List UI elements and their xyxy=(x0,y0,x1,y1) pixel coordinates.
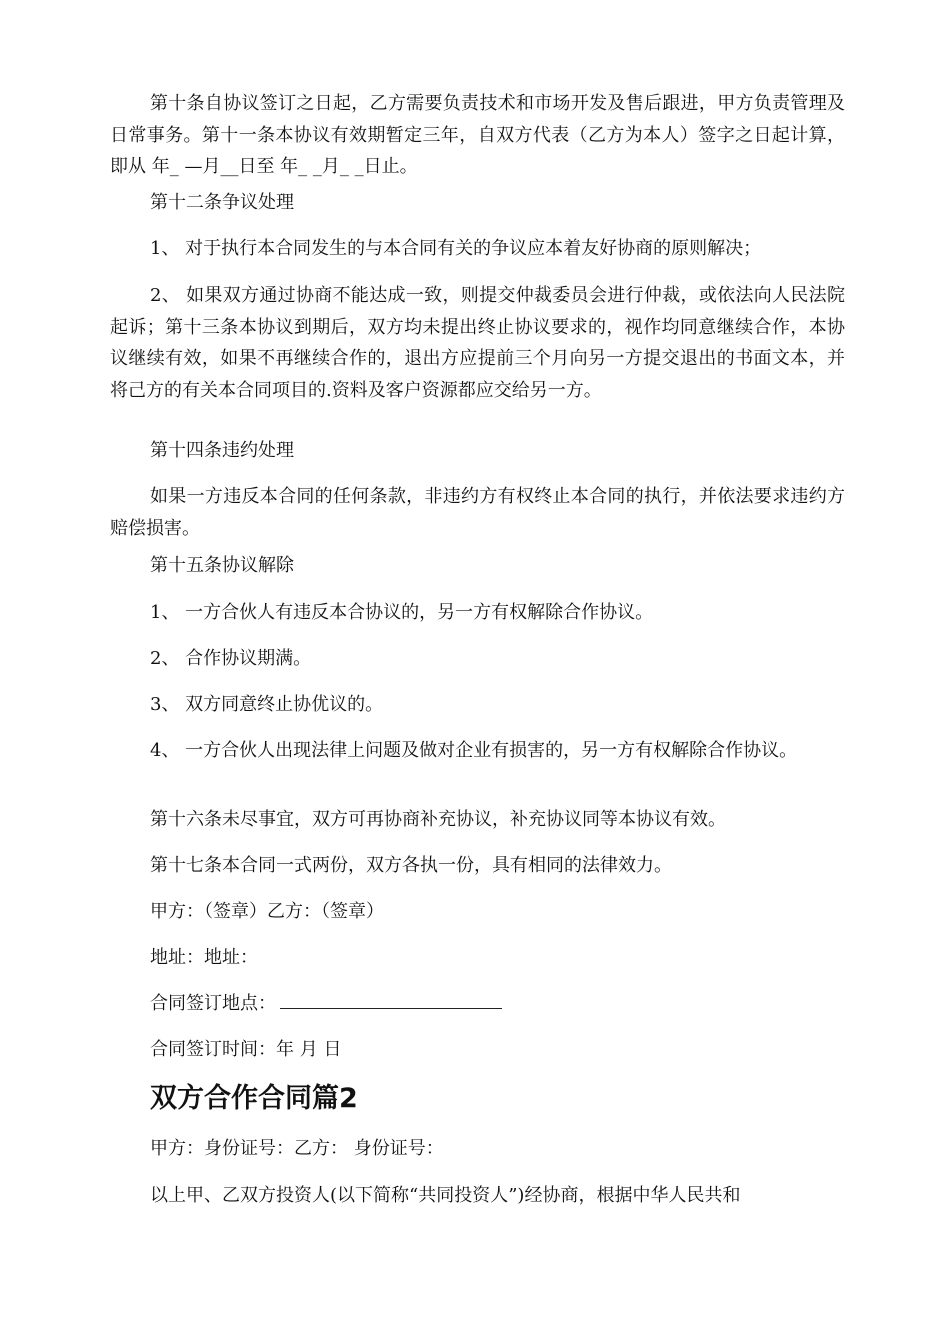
signing-place-blank xyxy=(280,990,502,1009)
paragraph-termination-2: 2、 合作协议期满。 xyxy=(150,648,312,669)
signing-place-label: 合同签订地点： xyxy=(150,993,276,1014)
paragraph-article-10-11: 第十条自协议签订之日起，乙方需要负责技术和市场开发及售后跟进，甲方负责管理及日常事务。第十一条本协议有效期暂定三年，自双方代表（乙方为本人）签字之日起计算，即从 年_ —月__日至 年_ _月_ _日止。 xyxy=(110,93,845,177)
paragraph-dispute-1: 1、 对于执行本合同发生的与本合同有关的争议应本着友好协商的原则解决； xyxy=(150,238,762,259)
paragraph-dispute-2: 2、 如果双方通过协商不能达成一致，则提交仲裁委员会进行仲裁，或依法向人民法院起诉；第十三条本协议到期后，双方均未提出终止协议要求的，视作均同意继续合作，本协议继续有效，如果不再继续合作的，退出方应提前三个月向另一方提交退出的书面文本，并将己方的有关本合同项目的.资料及客户资源都应交给另一方。 xyxy=(110,285,845,401)
paragraph-article-17: 第十七条本合同一式两份，双方各执一份，具有相同的法律效力。 xyxy=(150,855,672,876)
address-line: 地址：地址： xyxy=(150,947,258,968)
paragraph-article-15-title: 第十五条协议解除 xyxy=(150,555,294,576)
party-id-line: 甲方：身份证号：乙方： 身份证号： xyxy=(150,1138,444,1159)
paragraph-termination-3: 3、 双方同意终止协优议的。 xyxy=(150,694,384,715)
section-heading: 双方合作合同篇2 xyxy=(150,1083,358,1114)
paragraph-article-14-title: 第十四条违约处理 xyxy=(150,440,294,461)
paragraph-article-12-title: 第十二条争议处理 xyxy=(150,192,294,213)
paragraph-article-16: 第十六条未尽事宜，双方可再协商补充协议，补充协议同等本协议有效。 xyxy=(150,809,726,830)
signing-time-line: 合同签订时间：年 月 日 xyxy=(150,1039,342,1060)
paragraph-breach: 如果一方违反本合同的任何条款，非违约方有权终止本合同的执行，并依法要求违约方赔偿损害。 xyxy=(110,486,845,539)
paragraph-termination-1: 1、 一方合伙人有违反本合协议的，另一方有权解除合作协议。 xyxy=(150,602,654,623)
signing-place-line xyxy=(150,988,850,1020)
signature-line: 甲方：（签章）乙方：（签章） xyxy=(150,901,384,922)
paragraph-investors-intro: 以上甲、乙双方投资人(以下简称“共同投资人”)经协商，根据中华人民共和 xyxy=(150,1185,741,1206)
paragraph-termination-4: 4、 一方合伙人出现法律上问题及做对企业有损害的，另一方有权解除合作协议。 xyxy=(150,740,798,761)
